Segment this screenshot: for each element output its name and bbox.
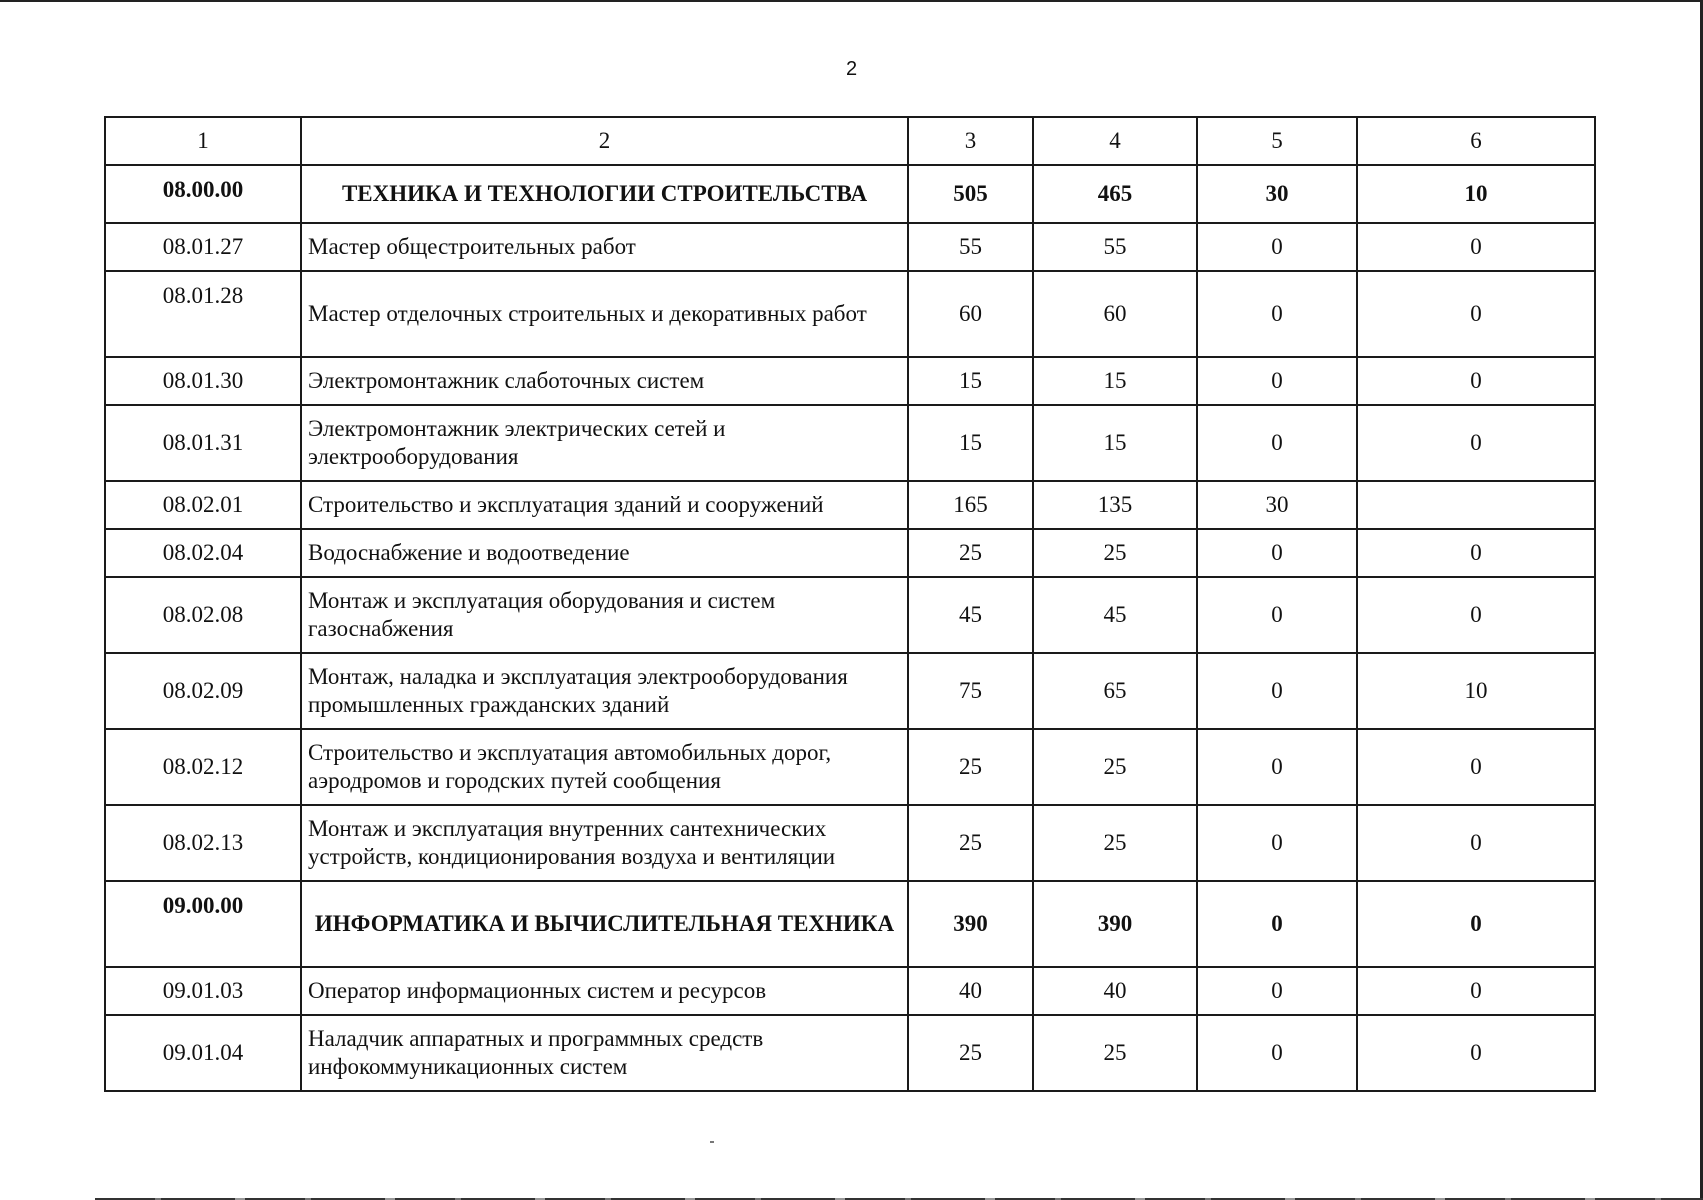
value-cell-c4: 40 — [1033, 967, 1197, 1015]
table-header-row — [105, 117, 1595, 165]
table-row — [105, 805, 1595, 881]
name-cell: ИНФОРМАТИКА И ВЫЧИСЛИТЕЛЬНАЯ ТЕХНИКА — [301, 881, 908, 967]
value-cell-c6: 0 — [1357, 271, 1595, 357]
name-cell: Электромонтажник слаботочных систем — [301, 357, 908, 405]
header-cell: 1 — [105, 117, 301, 165]
header-cell: 2 — [301, 117, 908, 165]
code-cell: 08.01.31 — [105, 405, 301, 481]
header-cell: 5 — [1197, 117, 1357, 165]
code-cell: 09.01.04 — [105, 1015, 301, 1091]
header-cell: 6 — [1357, 117, 1595, 165]
table-row — [105, 967, 1595, 1015]
value-cell-c6: 0 — [1357, 405, 1595, 481]
value-cell-c3: 505 — [908, 165, 1033, 223]
header-cell: 4 — [1033, 117, 1197, 165]
value-cell-c6: 0 — [1357, 1015, 1595, 1091]
value-cell-c5: 0 — [1197, 405, 1357, 481]
value-cell-c4: 60 — [1033, 271, 1197, 357]
value-cell-c5: 30 — [1197, 165, 1357, 223]
code-cell: 08.02.13 — [105, 805, 301, 881]
value-cell-c5: 0 — [1197, 967, 1357, 1015]
name-cell: Наладчик аппаратных и программных средств инфокоммуникационных систем — [301, 1015, 908, 1091]
value-cell-c5: 0 — [1197, 653, 1357, 729]
value-cell-c4: 135 — [1033, 481, 1197, 529]
name-cell: Строительство и эксплуатация зданий и сооружений — [301, 481, 908, 529]
code-cell: 08.02.12 — [105, 729, 301, 805]
value-cell-c5: 0 — [1197, 577, 1357, 653]
code-cell: 08.01.27 — [105, 223, 301, 271]
name-cell: Монтаж и эксплуатация оборудования и систем газоснабжения — [301, 577, 908, 653]
code-cell: 09.00.00 — [105, 881, 301, 967]
value-cell-c3: 40 — [908, 967, 1033, 1015]
table-row — [105, 1015, 1595, 1091]
value-cell-c5: 0 — [1197, 223, 1357, 271]
name-cell: Мастер общестроительных работ — [301, 223, 908, 271]
value-cell-c3: 15 — [908, 357, 1033, 405]
section-row — [105, 881, 1595, 967]
code-cell: 08.02.04 — [105, 529, 301, 577]
value-cell-c3: 45 — [908, 577, 1033, 653]
value-cell-c5: 0 — [1197, 729, 1357, 805]
scan-speck — [710, 1141, 714, 1143]
table-row — [105, 405, 1595, 481]
value-cell-c6: 0 — [1357, 805, 1595, 881]
name-cell: Оператор информационных систем и ресурсов — [301, 967, 908, 1015]
value-cell-c5: 0 — [1197, 805, 1357, 881]
name-cell: Монтаж, наладка и эксплуатация электрооборудования промышленных гражданских зданий — [301, 653, 908, 729]
code-cell: 08.00.00 — [105, 165, 301, 223]
value-cell-c5: 0 — [1197, 529, 1357, 577]
value-cell-c6: 10 — [1357, 653, 1595, 729]
value-cell-c6 — [1357, 481, 1595, 529]
value-cell-c5: 0 — [1197, 881, 1357, 967]
value-cell-c6: 0 — [1357, 881, 1595, 967]
value-cell-c4: 390 — [1033, 881, 1197, 967]
value-cell-c3: 75 — [908, 653, 1033, 729]
value-cell-c4: 45 — [1033, 577, 1197, 653]
value-cell-c4: 15 — [1033, 357, 1197, 405]
table-row — [105, 223, 1595, 271]
table-row — [105, 577, 1595, 653]
value-cell-c6: 0 — [1357, 223, 1595, 271]
section-row — [105, 165, 1595, 223]
value-cell-c6: 0 — [1357, 529, 1595, 577]
table-row — [105, 653, 1595, 729]
value-cell-c6: 10 — [1357, 165, 1595, 223]
value-cell-c5: 0 — [1197, 1015, 1357, 1091]
code-cell: 08.02.09 — [105, 653, 301, 729]
name-cell: Электромонтажник электрических сетей и электрооборудования — [301, 405, 908, 481]
value-cell-c4: 25 — [1033, 1015, 1197, 1091]
value-cell-c5: 0 — [1197, 357, 1357, 405]
value-cell-c6: 0 — [1357, 729, 1595, 805]
code-cell: 08.02.08 — [105, 577, 301, 653]
code-cell: 08.01.30 — [105, 357, 301, 405]
value-cell-c3: 60 — [908, 271, 1033, 357]
value-cell-c6: 0 — [1357, 577, 1595, 653]
value-cell-c4: 65 — [1033, 653, 1197, 729]
value-cell-c4: 55 — [1033, 223, 1197, 271]
value-cell-c4: 25 — [1033, 529, 1197, 577]
value-cell-c3: 25 — [908, 729, 1033, 805]
value-cell-c4: 15 — [1033, 405, 1197, 481]
value-cell-c6: 0 — [1357, 357, 1595, 405]
value-cell-c4: 25 — [1033, 805, 1197, 881]
value-cell-c5: 0 — [1197, 271, 1357, 357]
name-cell: ТЕХНИКА И ТЕХНОЛОГИИ СТРОИТЕЛЬСТВА — [301, 165, 908, 223]
name-cell: Мастер отделочных строительных и декоративных работ — [301, 271, 908, 357]
code-cell: 08.02.01 — [105, 481, 301, 529]
value-cell-c4: 465 — [1033, 165, 1197, 223]
value-cell-c4: 25 — [1033, 729, 1197, 805]
table-row — [105, 481, 1595, 529]
value-cell-c3: 25 — [908, 529, 1033, 577]
scan-edge-top — [0, 0, 1703, 2]
code-cell: 09.01.03 — [105, 967, 301, 1015]
table-row — [105, 271, 1595, 357]
page-number: 2 — [845, 58, 858, 80]
value-cell-c6: 0 — [1357, 967, 1595, 1015]
value-cell-c5: 30 — [1197, 481, 1357, 529]
specialties-table — [104, 116, 1596, 1092]
value-cell-c3: 390 — [908, 881, 1033, 967]
name-cell: Монтаж и эксплуатация внутренних сантехнических устройств, кондиционирования воздуха и вентиляции — [301, 805, 908, 881]
code-cell: 08.01.28 — [105, 271, 301, 357]
value-cell-c3: 25 — [908, 1015, 1033, 1091]
table-row — [105, 729, 1595, 805]
name-cell: Водоснабжение и водоотведение — [301, 529, 908, 577]
value-cell-c3: 55 — [908, 223, 1033, 271]
value-cell-c3: 15 — [908, 405, 1033, 481]
name-cell: Строительство и эксплуатация автомобильных дорог, аэродромов и городских путей сообщения — [301, 729, 908, 805]
value-cell-c3: 25 — [908, 805, 1033, 881]
header-cell: 3 — [908, 117, 1033, 165]
table-row — [105, 529, 1595, 577]
value-cell-c3: 165 — [908, 481, 1033, 529]
table-row — [105, 357, 1595, 405]
